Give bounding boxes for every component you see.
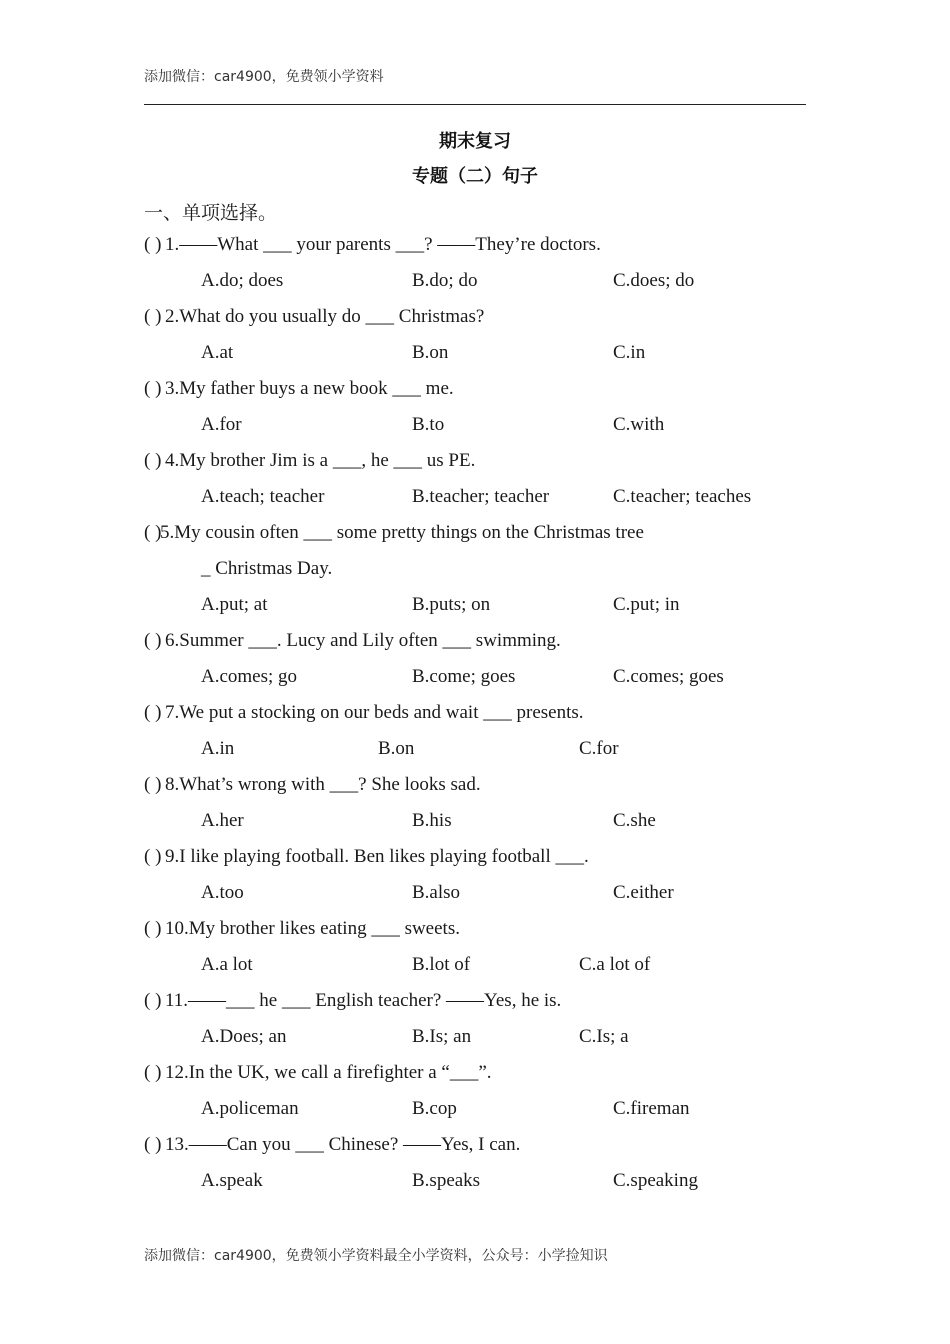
header-divider xyxy=(144,104,806,105)
options-1 xyxy=(0,266,950,296)
answer-blank[interactable]: ( ) xyxy=(144,1134,162,1155)
question-10 xyxy=(0,914,950,944)
option-a: A.do; does xyxy=(201,270,284,291)
options-11 xyxy=(0,1022,950,1052)
options-4 xyxy=(0,482,950,512)
options-9 xyxy=(0,878,950,908)
answer-blank[interactable]: ( ) xyxy=(144,234,162,255)
question-8 xyxy=(0,770,950,800)
answer-blank[interactable]: ( ) xyxy=(144,630,162,651)
answer-blank[interactable]: ( ) xyxy=(144,522,162,543)
answer-blank[interactable]: ( ) xyxy=(144,846,162,867)
options-13 xyxy=(0,1166,950,1196)
question-12 xyxy=(0,1058,950,1088)
options-5 xyxy=(0,590,950,620)
footer-note: 添加微信：car4900，免费领小学资料最全小学资料，公众号：小学捡知识 xyxy=(144,1248,608,1264)
option-a: A.Does; an xyxy=(201,1026,287,1047)
question-1 xyxy=(0,230,950,260)
option-b: B.cop xyxy=(412,1098,457,1119)
question-stem: 10.My brother likes eating ___ sweets. xyxy=(165,918,460,939)
question-5-continuation xyxy=(0,554,950,584)
question-stem: 5.My cousin often ___ some pretty things on the Christmas tree xyxy=(160,522,644,543)
question-stem: 12.In the UK, we call a firefighter a “___”. xyxy=(165,1062,492,1083)
answer-blank[interactable]: ( ) xyxy=(144,990,162,1011)
option-a: A.in xyxy=(201,738,235,759)
option-b: B.also xyxy=(412,882,461,903)
question-stem: 11.——___ he ___ English teacher? ——Yes, he is. xyxy=(165,990,562,1011)
question-stem: 4.My brother Jim is a ___, he ___ us PE. xyxy=(165,450,476,471)
answer-blank[interactable]: ( ) xyxy=(144,306,162,327)
question-6 xyxy=(0,626,950,656)
question-stem-continued: _ Christmas Day. xyxy=(201,558,333,579)
option-c: C.a lot of xyxy=(579,954,651,975)
header-note: 添加微信：car4900，免费领小学资料 xyxy=(144,69,384,85)
question-stem: 1.——What ___ your parents ___? ——They’re doctors. xyxy=(165,234,601,255)
option-a: A.put; at xyxy=(201,594,268,615)
option-b: B.lot of xyxy=(412,954,471,975)
question-stem: 9.I like playing football. Ben likes playing football ___. xyxy=(165,846,589,867)
option-c: C.for xyxy=(579,738,619,759)
option-a: A.at xyxy=(201,342,234,363)
option-c: C.speaking xyxy=(613,1170,698,1191)
page-title: 期末复习 xyxy=(439,131,511,152)
option-b: B.do; do xyxy=(412,270,478,291)
question-5 xyxy=(0,518,950,548)
option-c: C.fireman xyxy=(613,1098,690,1119)
answer-blank[interactable]: ( ) xyxy=(144,378,162,399)
options-12 xyxy=(0,1094,950,1124)
option-c: C.does; do xyxy=(613,270,695,291)
option-b: B.come; goes xyxy=(412,666,516,687)
option-a: A.a lot xyxy=(201,954,253,975)
question-13 xyxy=(0,1130,950,1160)
option-c: C.in xyxy=(613,342,646,363)
options-3 xyxy=(0,410,950,440)
options-2 xyxy=(0,338,950,368)
page-subtitle: 专题（二）句子 xyxy=(412,166,538,187)
option-b: B.to xyxy=(412,414,445,435)
option-c: C.with xyxy=(613,414,665,435)
question-stem: 6.Summer ___. Lucy and Lily often ___ swimming. xyxy=(165,630,561,651)
option-c: C.she xyxy=(613,810,656,831)
option-b: B.Is; an xyxy=(412,1026,472,1047)
question-7 xyxy=(0,698,950,728)
question-stem: 13.——Can you ___ Chinese? ——Yes, I can. xyxy=(165,1134,521,1155)
options-6 xyxy=(0,662,950,692)
question-9 xyxy=(0,842,950,872)
option-b: B.puts; on xyxy=(412,594,491,615)
question-stem: 3.My father buys a new book ___ me. xyxy=(165,378,454,399)
option-c: C.put; in xyxy=(613,594,680,615)
option-a: A.too xyxy=(201,882,244,903)
option-c: C.teacher; teaches xyxy=(613,486,752,507)
question-3 xyxy=(0,374,950,404)
question-stem: 2.What do you usually do ___ Christmas? xyxy=(165,306,485,327)
question-stem: 7.We put a stocking on our beds and wait ___ presents. xyxy=(165,702,584,723)
option-a: A.teach; teacher xyxy=(201,486,325,507)
option-a: A.comes; go xyxy=(201,666,298,687)
options-10 xyxy=(0,950,950,980)
answer-blank[interactable]: ( ) xyxy=(144,702,162,723)
option-b: B.on xyxy=(412,342,449,363)
option-a: A.policeman xyxy=(201,1098,299,1119)
option-b: B.on xyxy=(378,738,415,759)
options-8 xyxy=(0,806,950,836)
question-4 xyxy=(0,446,950,476)
option-a: A.her xyxy=(201,810,244,831)
option-c: C.either xyxy=(613,882,674,903)
question-11 xyxy=(0,986,950,1016)
option-c: C.comes; goes xyxy=(613,666,724,687)
question-stem: 8.What’s wrong with ___? She looks sad. xyxy=(165,774,481,795)
answer-blank[interactable]: ( ) xyxy=(144,918,162,939)
option-a: A.for xyxy=(201,414,242,435)
option-a: A.speak xyxy=(201,1170,263,1191)
option-b: B.speaks xyxy=(412,1170,481,1191)
options-7 xyxy=(0,734,950,764)
answer-blank[interactable]: ( ) xyxy=(144,774,162,795)
answer-blank[interactable]: ( ) xyxy=(144,450,162,471)
question-2 xyxy=(0,302,950,332)
option-c: C.Is; a xyxy=(579,1026,629,1047)
option-b: B.teacher; teacher xyxy=(412,486,550,507)
option-b: B.his xyxy=(412,810,452,831)
answer-blank[interactable]: ( ) xyxy=(144,1062,162,1083)
section-heading: 一、单项选择。 xyxy=(144,202,278,224)
